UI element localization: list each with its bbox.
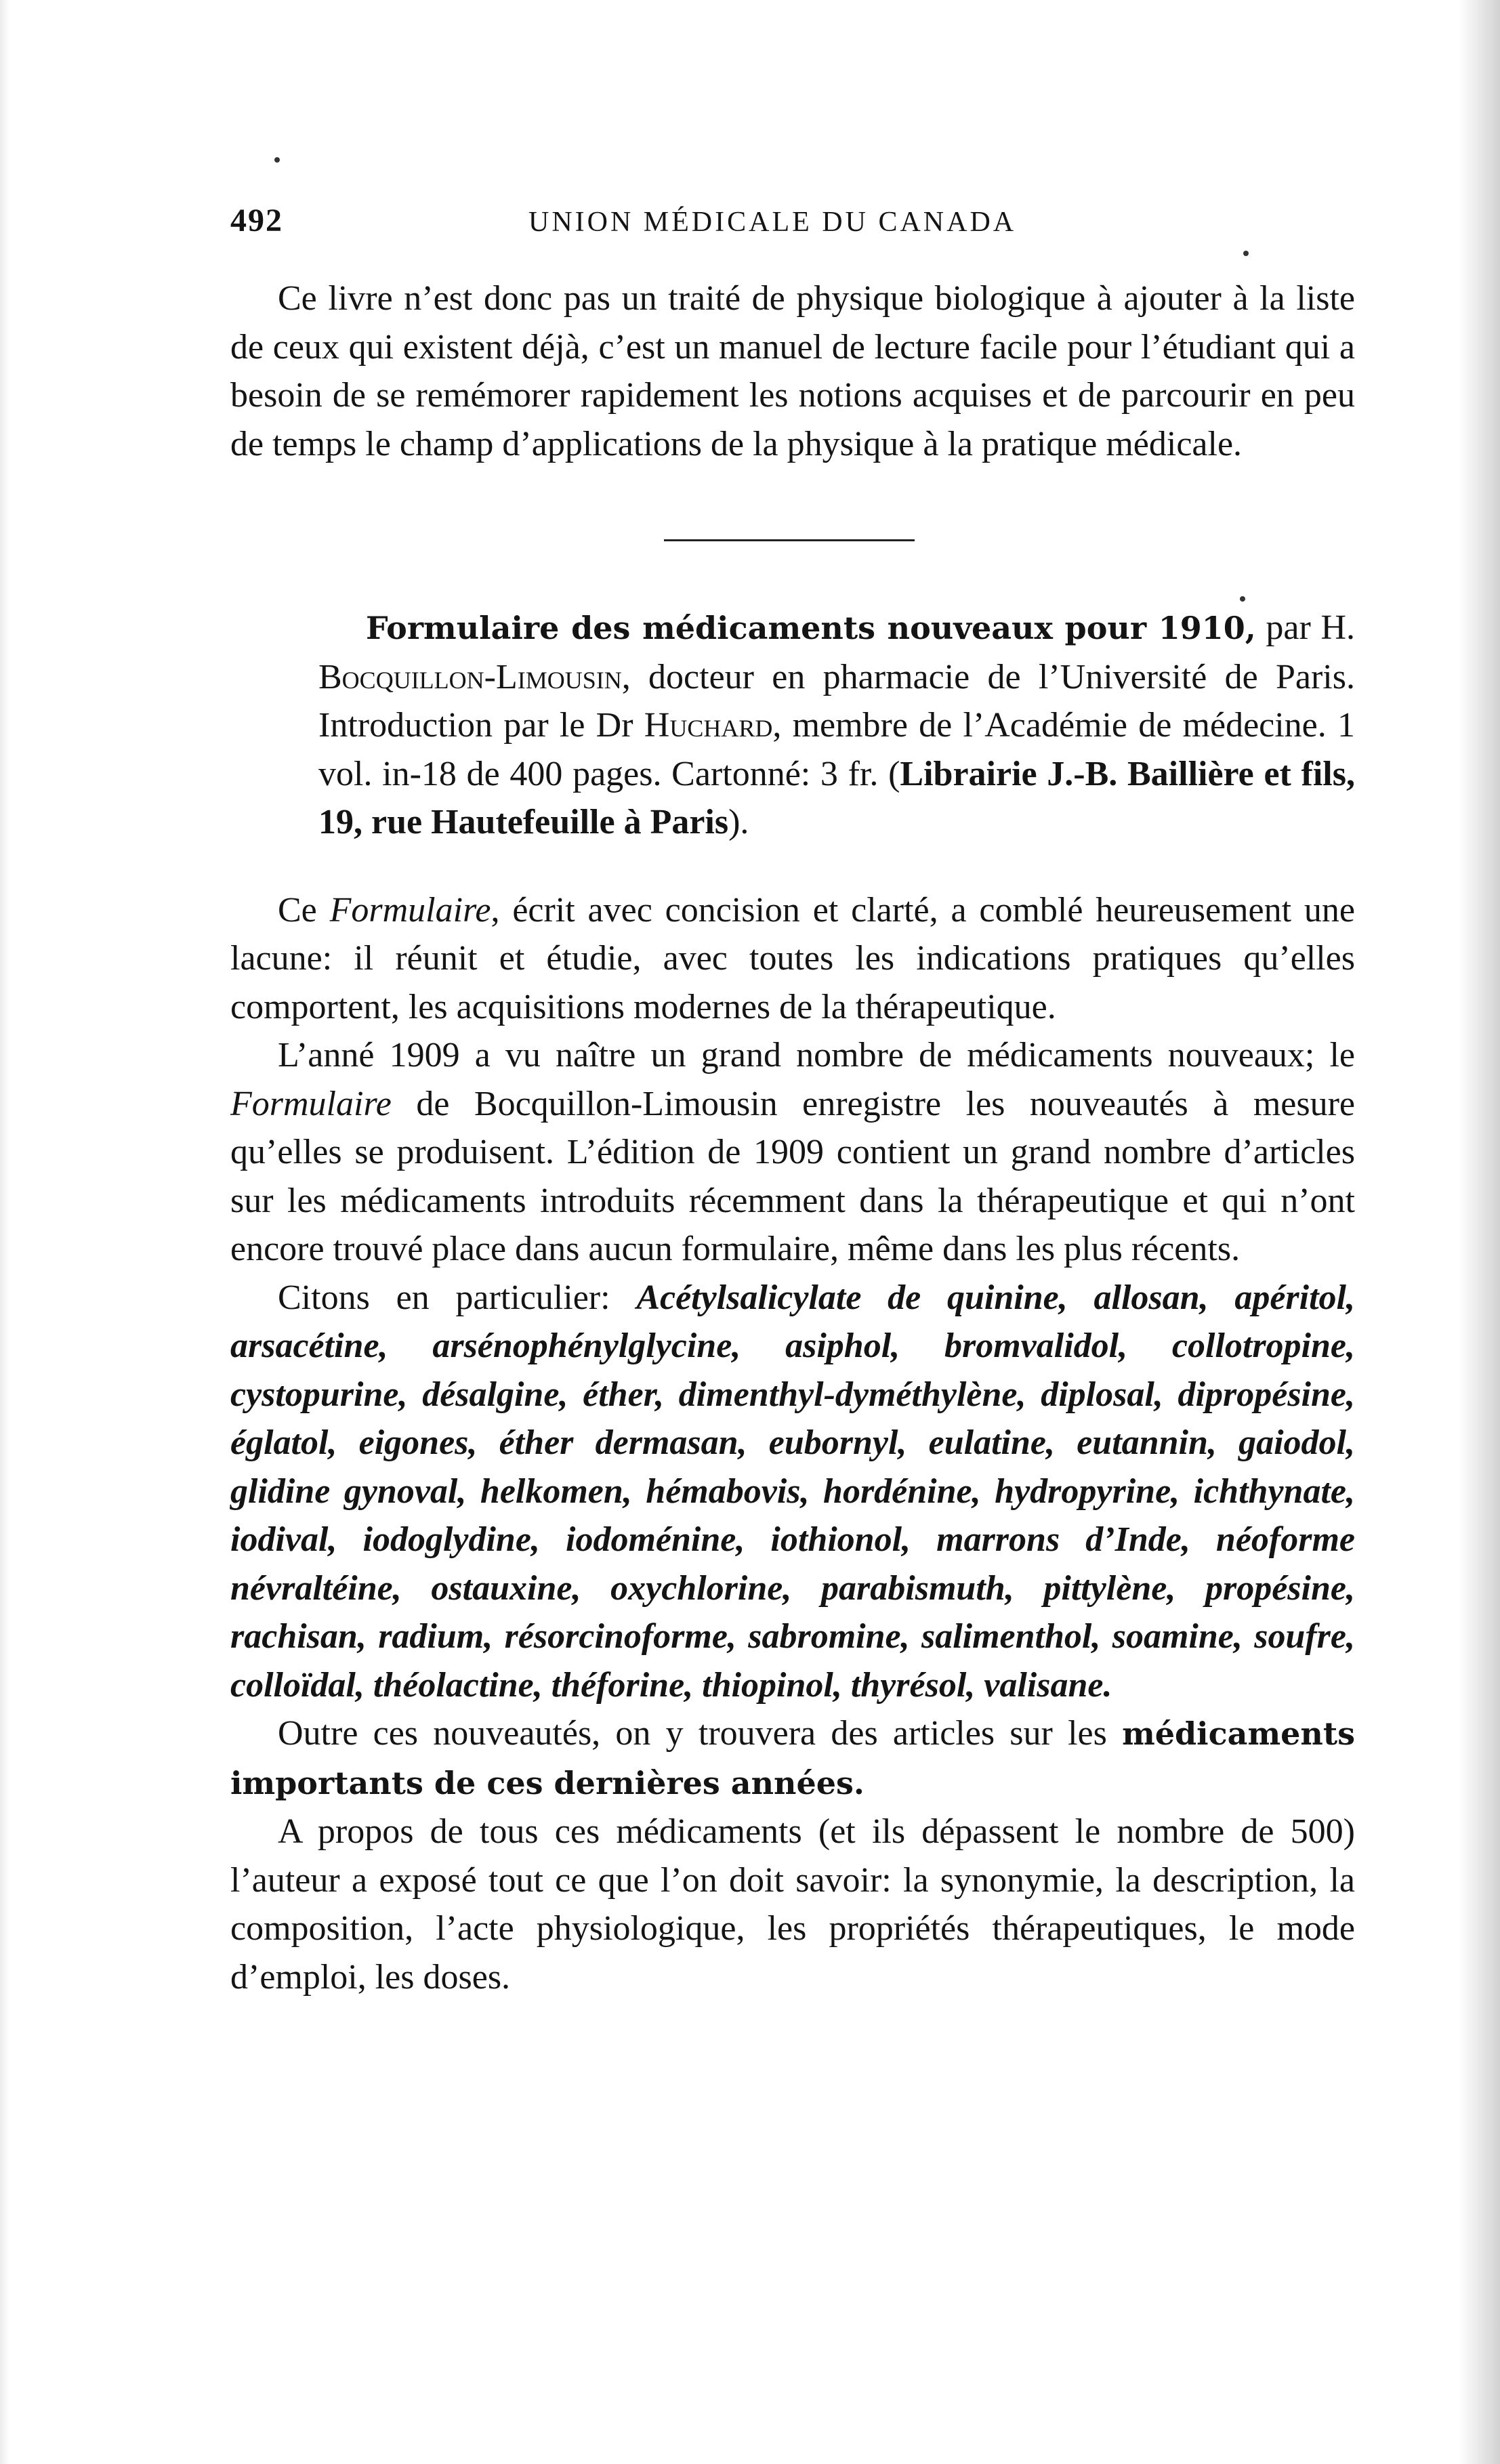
review-paragraph-3 — [230, 1274, 1355, 1710]
review-paragraph-1 — [230, 886, 1355, 1032]
biblio-by: par H. — [1255, 608, 1355, 647]
formulaire-title: Formulaire — [230, 1084, 392, 1123]
book-title: Formulaire des médicaments nouveaux pour 1910, — [366, 610, 1256, 646]
page-edge-shadow-right — [1459, 0, 1500, 2464]
introducer-name: Huchard — [644, 706, 773, 745]
drug-list: Acétylsalicylate de quinine, allosan, apéritol, arsacétine, arsénophénylglycine, asiphol, bromvalidol, collotropine, cystopurine, désalgine, éther, dimenthyl-dyméthylène, diplosal, dipropésine, églatol, eigones, éther dermasan, eubornyl, eulatine, eutannin, gaiodol, glidine gynoval, helkomen, hémabovis, hordénine, hydropyrine, ichthynate, iodival, iodoglydine, iodoménine, iothionol, marrons d’Inde, néoforme névraltéine, ostauxine, oxychlorine, parabismuth, pittylène, propésine, rachisan, radium, résorcinoforme, sabromine, salimenthol, soamine, soufre, colloïdal, théolactine, théforine, thiopinol, thyrésol, valisane. — [230, 1278, 1355, 1705]
page-number: 492 — [230, 203, 283, 238]
biblio-end: ). — [728, 803, 749, 841]
text-run: Citons en particulier: — [278, 1278, 637, 1317]
page-edge-shadow-left — [0, 0, 9, 2464]
book-details: , membre de l’Académie de médecine. 1 vol. in-18 de 400 pages. Cartonné: 3 fr. ( — [318, 706, 1355, 793]
section-divider — [230, 468, 1355, 604]
review-paragraph-2 — [230, 1031, 1355, 1274]
page-header — [230, 202, 1355, 256]
formulaire-title: Formulaire — [329, 890, 491, 930]
review-paragraph-5: A propos de tous ces médicaments (et ils dépassent le nombre de 500) l’auteur a exposé tout ce que l’on doit savoir: la synonymie, la description, la composition, l’acte physiologique, les propriétés thérapeutiques, le mode d’emploi, les doses. — [230, 1812, 1355, 1997]
text-run: L’anné 1909 a vu naître un grand nombre de médicaments nouveaux; le — [278, 1036, 1355, 1074]
text-run: Outre ces nouveautés, on y trouvera des articles sur les — [278, 1714, 1123, 1753]
divider-rule — [664, 539, 915, 541]
page-body — [230, 274, 1355, 2001]
publisher: Librairie J.-B. Baillière et fils, 19, rue Hautefeuille à Paris — [318, 754, 1355, 841]
author-description: , docteur en pharmacie de l’Université de Paris. Introduction par le Dr — [318, 657, 1355, 745]
book-author: Bocquillon-Limousin — [318, 657, 622, 696]
print-speck — [274, 157, 280, 163]
text-run: Ce — [278, 890, 330, 930]
intro-paragraph: Ce livre n’est donc pas un traité de physique biologique à ajouter à la liste de ceux qui existent déjà, c’est un manuel de lecture facile pour l’étudiant qui a besoin de se remémorer rapidement les notions acquises et de parcourir en peu de temps le champ d’applications de la physique à la pratique médicale. — [230, 279, 1355, 463]
bold-phrase: médicaments importants de ces dernières années. — [230, 1715, 1355, 1801]
review-paragraph-4 — [230, 1709, 1355, 1808]
text-run: de Bocquillon-Limousin enregistre les nouveautés à mesure qu’elles se produisent. L’édition de 1909 contient un grand nombre d’articles sur les médicaments introduits récemment dans la thérapeutique et qui n’ont encore trouvé place dans aucun formulaire, même dans les plus récents. — [230, 1084, 1355, 1268]
bibliographic-entry — [230, 604, 1355, 847]
running-title: UNION MÉDICALE DU CANADA — [528, 207, 1017, 238]
text-run: , écrit avec concision et clarté, a comblé heureusement une lacune: il réunit et étudie, avec toutes les indications pratiques qu’elles comportent, les acquisitions modernes de la thérapeutique. — [230, 890, 1355, 1026]
